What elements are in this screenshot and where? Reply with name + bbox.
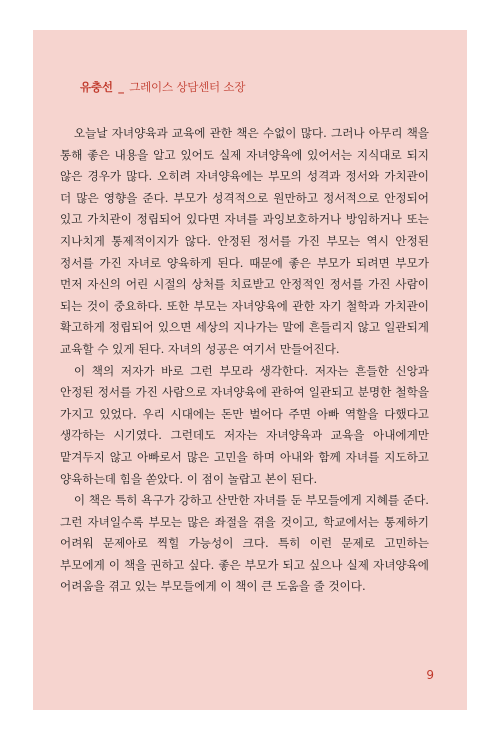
body-text <box>60 123 429 598</box>
author-name: 유충선 <box>80 80 113 94</box>
byline-separator: _ <box>118 80 124 94</box>
page-number: 9 <box>426 668 434 682</box>
author-title: 그레이스 상담센터 소장 <box>129 80 246 94</box>
paragraph: 이 책은 특히 욕구가 강하고 산만한 자녀를 둔 부모들에게 지혜를 준다. 그런 자녀일수록 부모는 많은 좌절을 겪을 것이고, 학교에서는 통제하기 어려워 문제아로 찍힐 가능성이 크다. 특히 이런 문제로 고민하는 부모에게 이 책을 권하고 싶다. 좋은 부모가 되고 싶으나 실제 자녀양육에 어려움을 겪고 있는 부모들에게 이 책이 큰 도움을 줄 것이다. <box>60 493 429 594</box>
paragraph: 이 책의 저자가 바로 그런 부모라 생각한다. 저자는 흔들한 신앙과 안정된 정서를 가진 사람으로 자녀양육에 관하여 일관되고 분명한 철학을 가지고 있었다. 우리 시대에는 돈만 벌어다 주면 아빠 역할을 다했다고 생각하는 시기였다. 그런데도 저자는 자녀양육과 교육을 아내에게만 맡겨두지 않고 아빠로서 많은 고민을 하며 아내와 함께 자녀를 지도하고 양육하는데 힘을 쏟았다. 이 점이 놀랍고 본이 된다. <box>60 363 429 486</box>
author-byline <box>80 79 245 95</box>
paragraph: 오늘날 자녀양육과 교육에 관한 책은 수없이 많다. 그러나 아무리 책을 통해 좋은 내용을 알고 있어도 실제 자녀양육에 있어서는 지식대로 되지 않은 경우가 많다. 오히려 자녀양육에는 부모의 성격과 정서와 가치관이 더 많은 영향을 준다. 부모가 성격적으로 원만하고 정서적으로 안정되어 있고 가치관이 정립되어 있다면 자녀를 과잉보호하거나 방임하거나 또는 지나치게 통제적이지가 않다. 안정된 정서를 가진 부모는 역시 안정된 정서를 가진 자녀로 양육하게 된다. 때문에 좋은 부모가 되려면 부모가 먼저 자신의 어린 시절의 상처를 치료받고 안정적인 정서를 가진 사람이 되는 것이 중요하다. 또한 부모는 자녀양육에 관한 자기 철학과 가치관이 확고하게 정립되어 있으면 세상의 지나가는 말에 흔들리지 않고 일관되게 교육할 수 있게 된다. 자녀의 성공은 여기서 만들어진다. <box>60 126 429 356</box>
